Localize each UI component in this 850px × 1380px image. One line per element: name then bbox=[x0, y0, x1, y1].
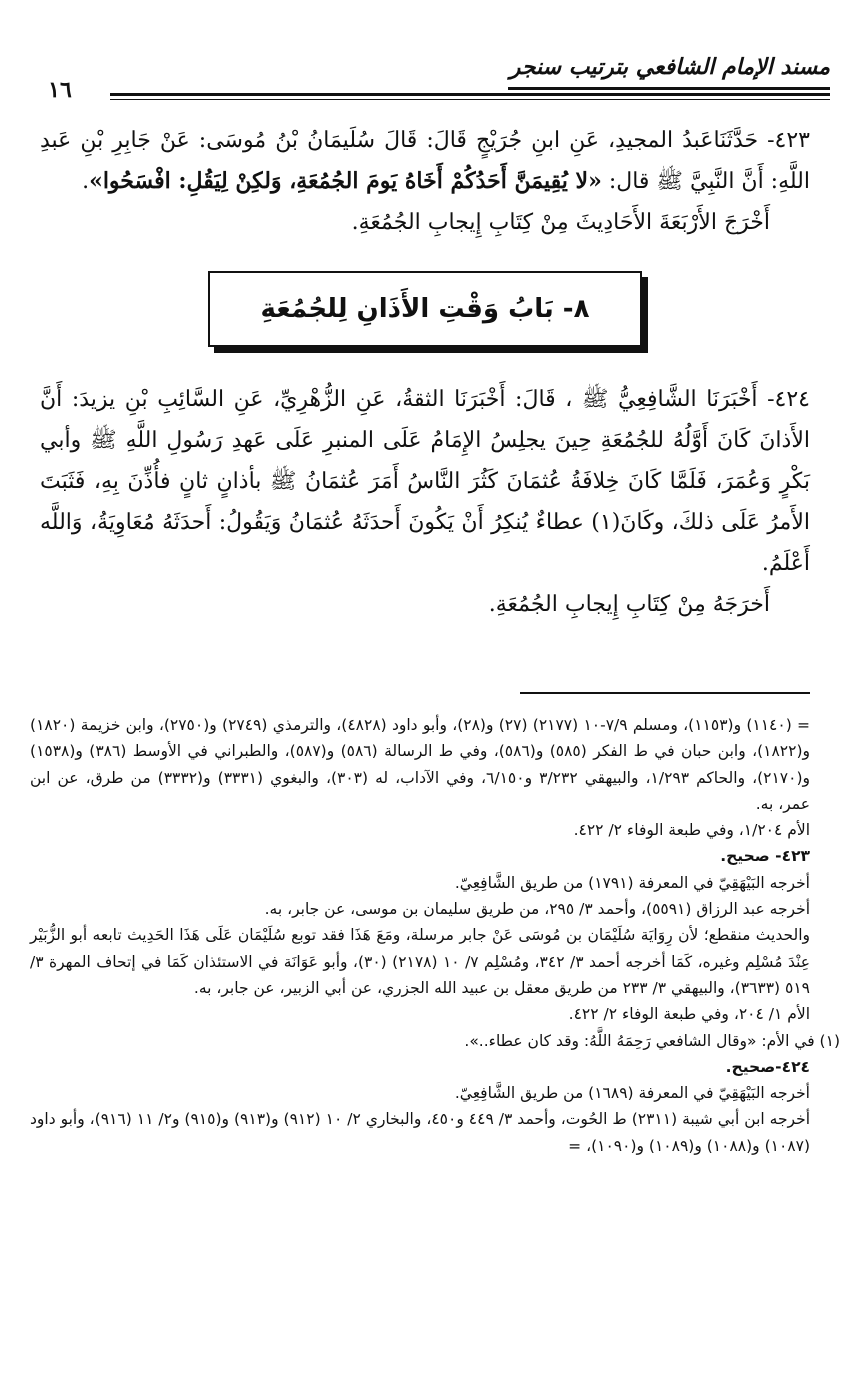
footnote-text: أخرجه عبد الرزاق (٥٥٩١)، وأحمد ٣/ ٢٩٥، من طريق سليمان بن موسى، عن جابر، به. bbox=[264, 900, 810, 919]
page-header bbox=[20, 55, 830, 103]
running-title: مسند الإمام الشافعي بترتيب سنجر bbox=[509, 55, 830, 80]
header-rule-thick bbox=[110, 93, 830, 96]
footnotes bbox=[30, 712, 840, 1159]
footnote-text: أخرجه ابن أبي شيبة (٢٣١١) ط الحُوت، وأحمد ٣/ ٤٤٩ و٤٥٠، والبخاري ٢/ ١٠ (٩١٢) و(٩١٣) و(٩١٥) و٢/ ١١ (٩١٦)، وأبو داود (١٠٨٧) و(١٠٨٨) و(١٠٨٩) و(١٠٩٠)، = bbox=[30, 1110, 811, 1155]
page-number: ١٦ bbox=[48, 77, 72, 103]
footnote-heading-424: ٤٢٤-صحيح. bbox=[725, 1057, 810, 1076]
footnote-text: أخرجه البَيْهَقِيّ في المعرفة (١٧٩١) من طريق الشَّافِعِيّ. bbox=[454, 873, 810, 892]
hadith-423-end: . bbox=[82, 169, 90, 194]
hadith-424: ٤٢٤- أَخْبَرَنَا الشَّافِعِيُّ ﷺ ، قَالَ: أَخْبَرَنَا الثقةُ، عَنِ الزُّهْرِيِّ، عَنِ السَّائِبِ بْنِ يزيدَ: أَنَّ الأَذانَ كَانَ أَوَّلُهُ للجُمُعَةِ حِينَ يجلِسُ الإِمَامُ عَلَى المنبرِ عَلَى عَهدِ رَسُولِ اللَّهِ ﷺ وأبي بَكْرٍ وَعُمَرَ، فَلَمَّا كَانَ خِلافَةُ عُثمَانَ كَثُرَ النَّاسُ أَمَرَ عُثمَانُ ﷺ بأذانٍ ثانٍ فأُذِّنَ بِهِ، فَثَبَتَ الأَمرُ عَلَى ذلكَ، وكَانَ(١) عطاءٌ يُنكِرُ أَنْ يَكُونَ أَحدَثَهُ عُثمَانُ وَيَقُولُ: أَحدَثَهُ مُعَاوِيَةُ، وَاللَّه أَعْلَمُ. bbox=[40, 387, 810, 576]
footnote-reference: الأم ١/٢٠٤، وفي طبعة الوفاء ٢/ ٤٢٢. bbox=[573, 821, 810, 840]
header-rule-thin bbox=[110, 99, 830, 100]
footnote-heading-423: ٤٢٣- صحيح. bbox=[720, 847, 810, 866]
footnote-continuation: = (١١٤٠) و(١١٥٣)، ومسلم ٧/٩-١٠ (٢١٧٧) (٢٧) و(٢٨)، وأبو داود (٤٨٢٨)، والترمذي (٢٧٤٩) و(٢٧٥٠)، وابن خزيمة (١٨٢٠) و(١٨٢٢)، وابن حبان في ط الفكر (٥٨٥) و(٥٨٦)، وفي ط الرسالة (٥٨٦) و(٥٨٧)، والطبراني في الأوسط (٣٨٦) و(١٥٣٨) و(٢١٧٠)، والحاكم ١/٢٩٣، والبيهقي ٣/٢٣٢ و٦/١٥٠، وفي الآداب، له (٣٠٣)، والبغوي (٣٣٣١) و(٣٣٣٢) من طرق، عن ابن عمر، به. bbox=[30, 716, 811, 813]
header-rule bbox=[508, 87, 830, 90]
footnote-1: (١) في الأم: «وقال الشافعي رَحِمَهُ اللَّهُ: وقد كان عطاء..». bbox=[464, 1031, 840, 1050]
hadith-423-source: أَخْرَجَ الأَرْبَعَةَ الأَحَادِيثَ مِنْ كِتَابِ إِيجابِ الجُمُعَةِ. bbox=[351, 210, 770, 235]
footnote-divider bbox=[520, 692, 810, 694]
footnote-text: والحديث منقطع؛ لأن رِوَايَة سُلَيْمَان بن مُوسَى عَنْ جابر مرسلة، ومَعَ هَذَا فقد توبع سُلَيْمَان عَلَى هَذَا الحَدِيث تابعه أبو الزُّبَيْر عِنْدَ مُسْلِم وغيره، كَمَا أخرجه أحمد ٣/ ٣٤٢، ومُسْلِم ٧/ ١٠ (٢١٧٨) (٣٠)، وأبو عَوَانَة في الاستئذان كَمَا في إتحاف المهرة ٣/ ٥١٩ (٣٦٣٣)، والبيهقي ٣/ ٢٣٣ من طريق معقل بن عبيد الله الجزري، عن أبي الزبير، عن جابر، به. bbox=[30, 926, 811, 997]
hadith-424-source: أَخرَجَهُ مِنْ كِتَابِ إِيجابِ الجُمُعَةِ. bbox=[488, 592, 770, 617]
hadith-423-quote: «لا يُقِيمَنَّ أَحَدُكُمْ أَخَاهُ يَومَ الجُمُعَةِ، وَلكِنْ لِيَقُلِ: افْسَحُوا» bbox=[89, 168, 602, 194]
hadith-423-text: ٤٢٣- حَدَّثَنَاعَبدُ المجيدِ، عَنِ ابنِ جُرَيْجٍ قَالَ: قَالَ سُلَيمَانُ بْنُ مُوسَى: عَنْ جَابِرِ بْنِ عَبدِ اللَّهِ: أَنَّ النَّبِيَّ ﷺ قال: bbox=[40, 128, 810, 194]
chapter-heading-box bbox=[208, 271, 642, 347]
hadith-423 bbox=[40, 120, 810, 202]
main-text bbox=[40, 120, 810, 625]
chapter-title: ٨- بَابُ وَقْتِ الأَذَانِ لِلجُمُعَةِ bbox=[260, 294, 590, 324]
footnote-text: أخرجه البَيْهَقِيّ في المعرفة (١٦٨٩) من طريق الشَّافِعِيّ. bbox=[454, 1084, 810, 1103]
footnote-reference: الأم ١/ ٢٠٤، وفي طبعة الوفاء ٢/ ٤٢٢. bbox=[568, 1005, 810, 1024]
